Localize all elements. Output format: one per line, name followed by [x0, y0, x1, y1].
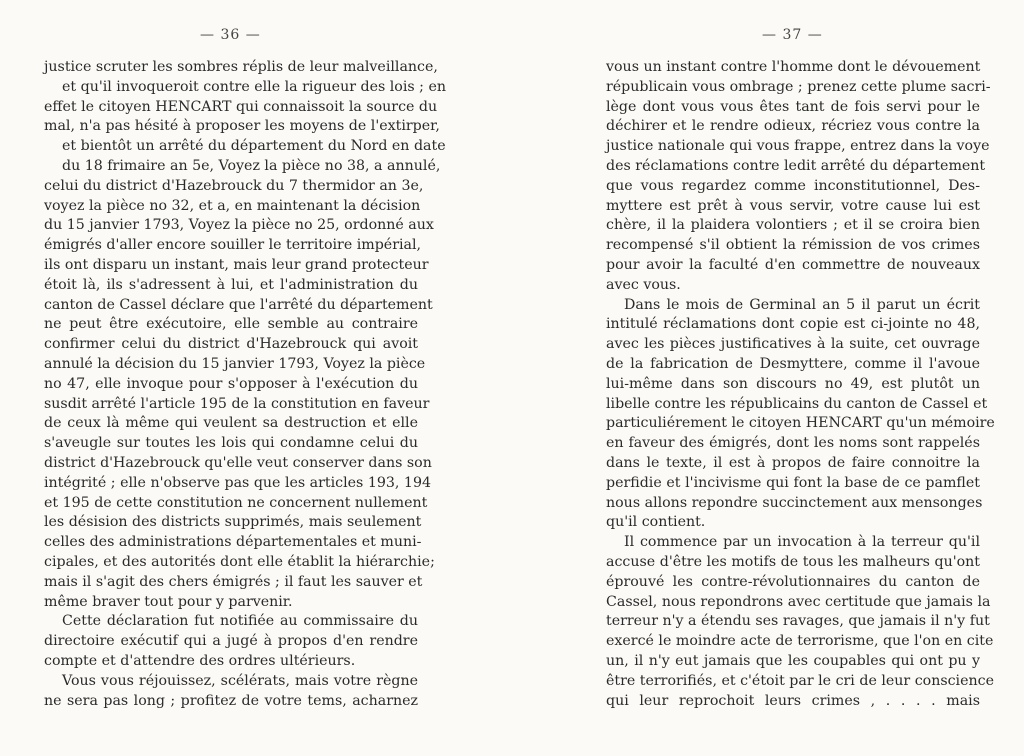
text-line: celui du district d'Hazebrouck du 7 thermidor an 3e, — [44, 177, 424, 194]
text-line: nous allons repondre succinctement aux mensonges — [606, 494, 983, 511]
text-line: et bientôt un arrêté du département du Nord en date — [62, 138, 446, 155]
text-line: que vous regardez comme inconstitutionnel, Des- — [606, 177, 980, 194]
text-line: émigrés d'aller encore souiller le territoire impérial, — [44, 237, 422, 254]
right-page — [512, 0, 1024, 756]
page-body — [44, 58, 446, 711]
text-line: ne sera pas long ; profitez de votre tems, acharnez — [44, 692, 418, 709]
text-line: susdit arrêté l'article 195 de la constitution en faveur — [44, 395, 430, 412]
text-line: annulé la décision du 15 janvier 1793, Voyez la pièce — [44, 355, 426, 372]
text-line: des réclamations contre ledit arrêté du département — [606, 157, 986, 174]
text-line: du 15 janvier 1793, Voyez la pièce no 25, ordonné aux — [44, 217, 434, 234]
text-line: et 195 de cette constitution ne concernent nullement — [44, 494, 428, 511]
text-line: Cassel, nous repondrons avec certitude que jamais la — [606, 593, 991, 610]
text-line: mal, n'a pas hésité à proposer les moyens de l'extirper, — [44, 118, 440, 135]
text-line: effet le citoyen HENCART qui connaissoit la source du — [44, 98, 438, 115]
page-number: — 37 — — [762, 27, 823, 43]
text-line: exercé le moindre acte de terrorisme, que l'on en cite — [606, 633, 994, 650]
text-line: intégrité ; elle n'observe pas que les articles 193, 194 — [44, 474, 431, 491]
text-line: déchirer et le rendre odieux, récriez vous contre la — [606, 118, 980, 135]
text-line: dans le texte, il est à propos de faire connoitre la — [606, 454, 980, 471]
text-line: intitulé réclamations dont copie est ci-jointe no 48, — [606, 316, 980, 333]
text-line: perfidie et l'incivisme qui font la base de ce pamflet — [606, 474, 980, 491]
text-line: justice nationale qui vous frappe, entrez dans la voye — [606, 138, 990, 155]
text-line: et qu'il invoqueroit contre elle la rigueur des lois ; en — [62, 78, 446, 95]
text-line: vous un instant contre l'homme dont le dévouement — [606, 59, 981, 75]
text-line: district d'Hazebrouck qu'elle veut conserver dans son — [44, 454, 432, 471]
text-line: cipales, et des autorités dont elle établit la hiérarchie; — [44, 553, 435, 570]
text-line: un, il n'y eut jamais que les coupables qui ont pu y — [606, 652, 980, 669]
text-line: celles des administrations départementales et muni- — [44, 534, 422, 551]
page-body — [606, 58, 995, 711]
text-line: qui leur reprochoit leurs crimes , . . . . mais — [606, 692, 980, 709]
text-line: particuliérement le citoyen HENCART qu'un mémoire — [606, 415, 995, 432]
text-line: avec vous. — [606, 276, 681, 293]
text-line: terreur n'y a étendu ses ravages, que jamais il n'y fut — [606, 613, 990, 630]
text-line: avec les pièces justificatives à la suite, cet ouvrage — [606, 336, 980, 353]
text-line: républicain vous ombrage ; prenez cette plume sacri- — [606, 78, 991, 95]
text-line: de ceux là même qui veulent sa destruction et elle — [44, 415, 418, 432]
page-number: — 36 — — [200, 27, 261, 43]
text-line: de la fabrication de Desmyttere, comme il l'avoue — [606, 355, 980, 372]
text-line: myttere est prêt à vous servir, votre cause lui est — [606, 197, 980, 214]
text-line: libelle contre les républicains du canton de Cassel et — [606, 395, 988, 412]
text-line: éprouvé les contre-révolutionnaires du canton de — [606, 573, 980, 590]
text-line: lui-même dans son discours no 49, est plutôt un — [606, 375, 980, 392]
text-line: s'aveugle sur toutes les lois qui condamne celui du — [44, 435, 418, 452]
text-line: être terrorifiés, et c'étoit par le cri de leur conscience — [606, 672, 994, 689]
text-line: Vous vous réjouissez, scélérats, mais votre règne — [62, 672, 418, 689]
text-line: confirmer celui du district d'Hazebrouck qui avoit — [44, 336, 418, 353]
text-line: Dans le mois de Germinal an 5 il parut un écrit — [624, 296, 980, 313]
text-line: directoire exécutif qui a jugé à propos d'en rendre — [44, 633, 418, 650]
text-line: canton de Cassel déclare que l'arrêté du département — [44, 296, 433, 313]
text-line: en faveur des émigrés, dont les noms sont rappelés — [606, 435, 980, 452]
text-line: pour avoir la faculté d'en commettre de nouveaux — [606, 256, 980, 273]
text-line: no 47, elle invoque pour s'opposer à l'exécution du — [44, 375, 418, 392]
text-line: lège dont vous vous êtes tant de fois servi pour le — [606, 98, 980, 115]
text-line: du 18 frimaire an 5e, Voyez la pièce no 38, a annulé, — [62, 157, 441, 174]
text-line: étoit là, ils s'adressent à lui, et l'administration du — [44, 276, 418, 293]
text-line: qu'il contient. — [606, 514, 706, 531]
text-line: mais il s'agit des chers émigrés ; il faut les sauver et — [44, 573, 423, 590]
text-line: voyez la pièce no 32, et a, en maintenant la décision — [44, 197, 421, 214]
text-line: ils ont disparu un instant, mais leur grand protecteur — [44, 256, 429, 273]
text-line: Cette déclaration fut notifiée au commissaire du — [62, 613, 418, 630]
text-line: même braver tout pour y parvenir. — [44, 593, 293, 610]
text-line: compte et d'attendre des ordres ultérieurs. — [44, 652, 356, 669]
text-line: chère, il la plaidera volontiers ; et il se croira bien — [606, 217, 980, 234]
text-line: recompensé s'il obtient la rémission de vos crimes — [606, 237, 980, 254]
text-line: justice scruter les sombres réplis de leur malveillance, — [44, 59, 438, 75]
text-line: accuse d'être les motifs de tous les malheurs qu'ont — [606, 553, 980, 570]
text-line: les désision des districts supprimés, mais seulement — [44, 514, 422, 531]
text-line: ne peut être exécutoire, elle semble au contraire — [44, 316, 418, 333]
text-line: Il commence par un invocation à la terreur qu'il — [624, 534, 980, 551]
